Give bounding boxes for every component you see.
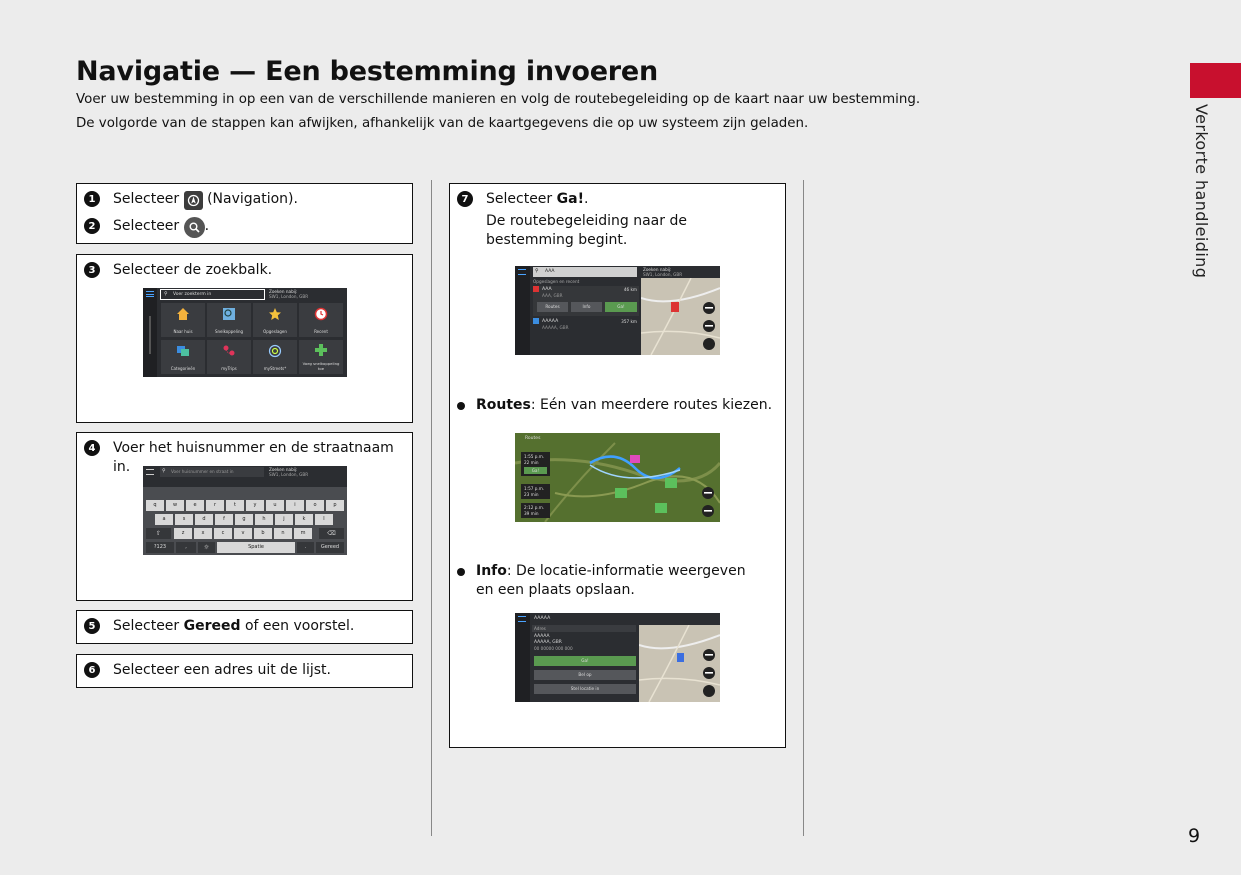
key-z[interactable]: z [174,528,192,539]
key-j[interactable]: j [275,514,293,525]
star-icon [268,307,282,321]
step-text: Selecteer [486,191,557,207]
key-i[interactable]: i [286,500,304,511]
routes-screen [515,433,720,522]
key-n[interactable]: n [274,528,292,539]
key-u[interactable]: u [266,500,284,511]
globe-icon[interactable]: ☼ [198,542,215,553]
search-icon [184,217,205,238]
step-2 [84,217,412,238]
keyboard-row-1 [146,500,344,511]
pin-icon [533,286,539,292]
key-f[interactable]: f [215,514,233,525]
tile-recent[interactable] [299,303,343,337]
key-h[interactable]: h [255,514,273,525]
routes-header: Routes [525,436,541,441]
search-screen [143,288,347,377]
step-text: Selecteer de zoekbalk. [113,262,273,278]
key-t[interactable]: t [226,500,244,511]
result-name: AAAAA [542,319,559,324]
step-box-3 [76,254,413,423]
nearby-info[interactable] [269,467,308,477]
search-icon: ⚲ [164,291,168,297]
save-location-button[interactable]: Stel locatie in [534,684,636,694]
navigation-icon [184,191,203,210]
key-p[interactable]: p [326,500,344,511]
nearby-label: Zoeken nabij: [269,289,298,294]
step-number: 1 [84,191,100,207]
info-phone: 00 00000 000 000 [534,646,573,651]
step-text: . [583,191,589,207]
key-w[interactable]: w [166,500,184,511]
go-button[interactable]: Ga! [605,302,637,312]
info-screen [515,613,720,702]
page-number: 9 [1188,825,1201,847]
key-b[interactable]: b [254,528,272,539]
key-d[interactable]: d [195,514,213,525]
shift-key[interactable]: ⇧ [146,528,171,539]
destination-pin [671,302,679,312]
route-option-1[interactable] [521,452,550,476]
intro-text [76,88,1076,136]
step-bold: Gereed [183,618,241,634]
key-y[interactable]: y [246,500,264,511]
period-key[interactable]: . [297,542,314,553]
step-box-4 [76,432,413,601]
bullet-dot [457,402,465,410]
result-address: AAAAA, GBR [542,325,569,330]
result-address: AAA, GBR [542,293,563,298]
comma-key[interactable]: , [176,542,196,553]
menu-icon[interactable] [146,469,154,475]
address-input[interactable] [160,467,264,477]
search-icon: ⚲ [535,268,539,274]
key-k[interactable]: k [295,514,313,525]
tile-label: Naar huis [173,329,193,334]
nearby-value: SW1, London, GBR [269,294,309,299]
step-text: Selecteer [113,618,184,634]
chapter-label: Verkorte handleiding [1192,104,1211,279]
search-placeholder: Voer zoekterm in [173,291,212,297]
key-s[interactable]: s [175,514,193,525]
bullet-text: : De locatie-informatie weergeven en een plaats opslaan. [476,563,746,598]
bullet-bold: Routes [476,397,531,413]
step-1 [84,190,412,210]
info-address: AAAAA, GBR [534,640,562,645]
result-item-2[interactable] [533,318,639,332]
key-x[interactable]: x [194,528,212,539]
keyboard [143,487,347,555]
tile-mystreets[interactable] [253,340,297,374]
categories-icon [176,344,190,358]
route-duration: 22 min [524,460,539,465]
step-text: Selecteer [113,218,184,234]
nearby-value: SW1, London, GBR [643,272,683,277]
key-l[interactable]: l [315,514,333,525]
scrollbar[interactable] [149,316,151,354]
bullet-info [457,562,761,600]
step-box-6 [76,654,413,688]
step-text: (Navigation). [202,191,298,207]
key-m[interactable]: m [294,528,312,539]
intro-line-1: Voer uw bestemming in op een van de verschillende manieren en volg de routebegeleiding op de kaart naar uw bestemming. [76,92,921,107]
search-icon: ⚲ [162,468,166,474]
screen-sidebar [143,288,157,377]
keyboard-row-2 [155,514,333,525]
numeric-key[interactable]: ?123 [146,542,174,553]
place-icon [533,318,539,324]
step-7 [457,190,785,250]
route-option-3[interactable] [521,503,550,518]
tile-label: Snelkoppeling [214,329,244,334]
route-duration: 39 min [524,511,539,516]
tile-shortcut[interactable] [207,303,251,337]
step-box-1-2 [76,183,413,244]
info-section-header [532,625,636,632]
menu-icon[interactable] [146,291,154,297]
bullet-text: : Eén van meerdere routes kiezen. [530,397,773,413]
step-text: Selecteer een adres uit de lijst. [113,662,331,678]
tile-label: myTrips [221,366,237,371]
tile-label: myStreets* [263,366,287,371]
result-distance: 46 km [623,287,637,292]
key-g[interactable]: g [235,514,253,525]
step-number: 4 [84,440,100,456]
trips-icon [222,344,236,358]
go-button[interactable]: Ga! [534,656,636,666]
step-number: 2 [84,218,100,234]
bullet-dot [457,568,465,576]
column-divider [431,180,432,836]
tile-saved[interactable] [253,303,297,337]
nearby-label: Zoeken nabij: [643,267,672,272]
location-pin [677,653,684,662]
tile-label: Opgeslagen [263,329,287,334]
map-overview-button [703,338,715,350]
tile-grid [161,303,345,375]
info-section: Adres [534,625,546,631]
step-6 [84,661,412,680]
tile-mytrips[interactable] [207,340,251,374]
plus-icon [314,343,328,357]
bullet-bold: Info [476,563,507,579]
nearby-label: Zoeken nabij: [269,467,298,472]
space-key[interactable]: Spatie [217,542,295,553]
go-button[interactable]: Ga! [524,467,547,474]
result-distance: 357 km [621,319,637,324]
tile-label: Categorieën [170,366,196,371]
results-screen [515,266,720,355]
step-number: 5 [84,618,100,634]
intro-line-2: De volgorde van de stappen kan afwijken, afhankelijk van de kaartgegevens die op uw systeem zijn geladen. [76,116,809,131]
step-number: 6 [84,662,100,678]
step-bold: Ga! [556,191,584,207]
search-bar[interactable] [533,267,637,277]
step-box-5 [76,610,413,644]
route-eta: 2:12 p.m. [524,505,545,510]
map-view[interactable] [641,278,720,355]
route-eta: 1:57 p.m. [524,486,545,491]
key-v[interactable]: v [234,528,252,539]
step-text: Selecteer [113,191,184,207]
backspace-key[interactable]: ⌫ [319,528,344,539]
info-title: AAAAA [534,616,551,621]
menu-icon[interactable] [518,616,526,622]
results-section: Opgeslagen en recent [533,279,580,284]
key-r[interactable]: r [206,500,224,511]
step-text: . [204,218,210,234]
route-eta: 1:55 p.m. [524,454,545,459]
routes-button[interactable]: Routes [537,302,568,312]
step-number: 3 [84,262,100,278]
menu-icon[interactable] [518,269,526,275]
screen-sidebar [515,613,530,702]
home-icon [176,307,190,321]
key-q[interactable]: q [146,500,164,511]
step-5 [84,617,412,636]
tile-add-shortcut[interactable] [299,340,343,374]
step-text: Voer het huisnummer en de straatnaam in. [113,440,394,475]
column-divider [803,180,804,836]
step-3 [84,261,412,280]
map-search-icon [222,307,236,321]
step-number: 7 [457,191,473,207]
clock-icon [314,307,328,321]
route-option-2[interactable] [521,484,550,499]
nearby-value: SW1, London, GBR [269,472,309,477]
tile-home[interactable] [161,303,205,337]
result-item-1[interactable] [533,286,639,316]
keyboard-row-3 [174,528,312,539]
keyboard-screen [143,466,347,555]
info-name: AAAAA [534,634,550,639]
result-name: AAA [542,287,552,292]
key-o[interactable]: o [306,500,324,511]
search-query: AAA [545,268,555,274]
call-button[interactable]: Bel op [534,670,636,680]
map-view[interactable] [639,625,720,702]
input-placeholder: Voer huisnummer en straat in [171,468,234,474]
key-c[interactable]: c [214,528,232,539]
step-box-7 [449,183,786,748]
search-bar[interactable] [160,289,265,300]
done-key[interactable]: Gereed [316,542,344,553]
nearby-info[interactable] [269,289,308,299]
nearby-info[interactable] [643,267,682,277]
step-text: of een voorstel. [240,618,355,634]
streets-icon [268,344,282,358]
bullet-routes [457,396,772,415]
route-duration: 23 min [524,492,539,497]
step-description: De routebegeleiding naar de bestemming begint. [486,213,687,248]
key-a[interactable]: a [155,514,173,525]
tile-label: Recent [314,329,328,334]
chapter-tab [1190,63,1241,98]
key-e[interactable]: e [186,500,204,511]
info-button[interactable]: Info [571,302,602,312]
tile-categories[interactable] [161,340,205,374]
tile-label: Voeg snelkoppeling toe [302,361,340,371]
screen-sidebar [515,266,530,355]
page-title: Navigatie — Een bestemming invoeren [76,56,659,87]
